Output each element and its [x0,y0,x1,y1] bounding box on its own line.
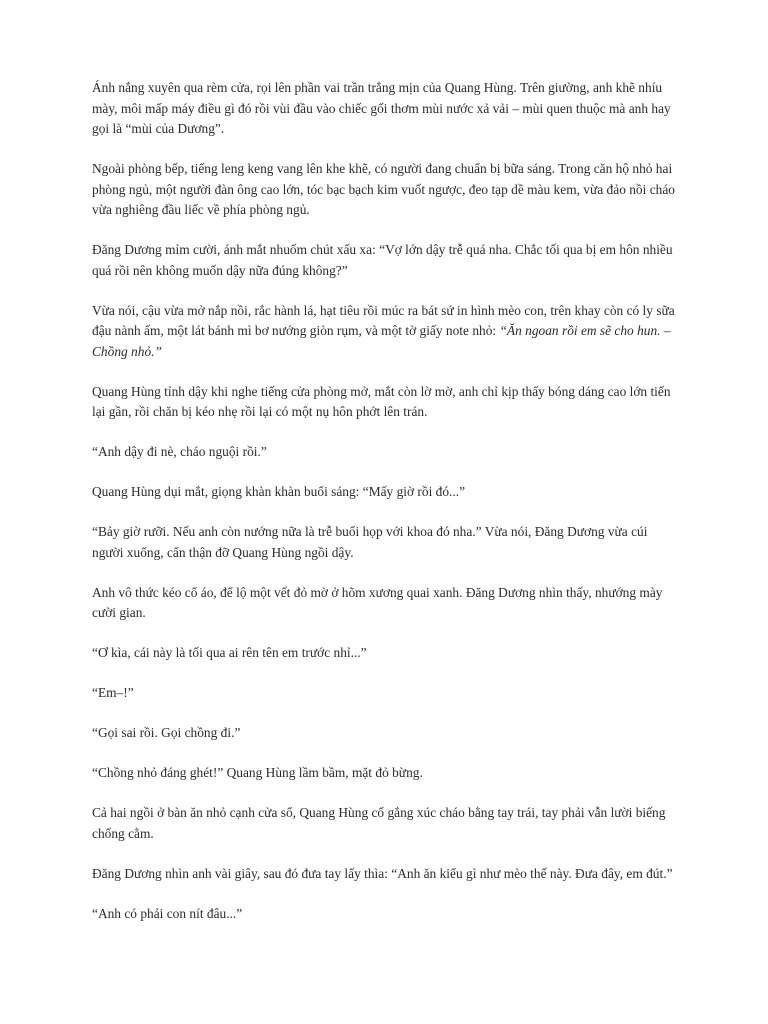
paragraph-13 [92,763,682,784]
paragraph-1 [92,78,682,140]
paragraph-text: Anh vô thức kéo cổ áo, để lộ một vết đỏ mờ ở hõm xương quai xanh. Đăng Dương nhìn thấy, nhướng mày cười gian. [92,584,663,620]
document-body [92,78,682,944]
paragraph-14 [92,803,682,844]
paragraph-11 [92,683,682,704]
paragraph-9 [92,583,682,624]
paragraph-text: Quang Hùng tỉnh dậy khi nghe tiếng cửa phòng mở, mắt còn lờ mờ, anh chỉ kịp thấy bóng dáng cao lớn tiến lại gần, rồi chăn bị kéo nhẹ rồi lại có một nụ hôn phớt lên trán. [92,383,671,419]
paragraph-12 [92,723,682,744]
paragraph-text: Ánh nắng xuyên qua rèm cửa, rọi lên phần vai trần trắng mịn của Quang Hùng. Trên giường, anh khẽ nhíu mày, môi mấp máy điều gì đó rồi vùi đầu vào chiếc gối thơm mùi nước xả vải – mùi quen thuộc mà anh hay gọi là “mùi của Dương”. [92,80,671,136]
paragraph-7 [92,482,682,503]
paragraph-8 [92,522,682,563]
note-quote-italic: “Ăn ngoan rồi em sẽ cho hun. – Chồng nhỏ.” [92,323,671,359]
paragraph-text: “Anh có phải con nít đâu...” [92,905,243,921]
paragraph-text: Vừa nói, cậu vừa mở nắp nồi, rắc hành lá, hạt tiêu rồi múc ra bát sứ in hình mèo con, trên khay còn có ly sữa đậu nành ấm, một lát bánh mì bơ nướng giòn rụm, và một tờ giấy note nhỏ: [92,302,675,338]
paragraph-4 [92,301,682,363]
paragraph-text: “Chồng nhỏ đáng ghét!” Quang Hùng lầm bầm, mặt đỏ bừng. [92,765,423,780]
paragraph-text: Cả hai ngồi ở bàn ăn nhỏ cạnh cửa sổ, Quang Hùng cố gắng xúc cháo bằng tay trái, tay phải vẫn lười biếng chống cằm. [92,805,666,841]
paragraph-text: “Gọi sai rồi. Gọi chồng đi.” [92,725,241,740]
paragraph-16 [92,904,682,925]
paragraph-2 [92,159,682,221]
paragraph-text: “Em–!” [92,685,134,700]
paragraph-text: “Bảy giờ rưỡi. Nếu anh còn nướng nữa là trễ buổi họp với khoa đó nha.” Vừa nói, Đăng Dương vừa cúi người xuống, cẩn thận đỡ Quang Hùng ngồi dậy. [92,524,648,560]
paragraph-text: Đăng Dương nhìn anh vài giây, sau đó đưa tay lấy thìa: “Anh ăn kiểu gì như mèo thế này. Đưa đây, em đút.” [92,865,673,881]
paragraph-text: “Anh dậy đi nè, cháo nguội rồi.” [92,444,267,459]
paragraph-10 [92,643,682,664]
paragraph-5 [92,382,682,423]
paragraph-15 [92,864,682,885]
paragraph-3 [92,240,682,281]
paragraph-text: Ngoài phòng bếp, tiếng leng keng vang lên khe khẽ, có người đang chuẩn bị bữa sáng. Trong căn hộ nhỏ hai phòng ngủ, một người đàn ông cao lớn, tóc bạc bạch kim vuốt ngược, đeo tạp dề màu kem, vừa đảo nồi cháo vừa nghiêng đầu liếc về phía phòng ngủ. [92,161,675,217]
paragraph-text: Quang Hùng dụi mắt, giọng khàn khàn buổi sáng: “Mấy giờ rồi đó...” [92,484,466,499]
paragraph-text: Đăng Dương mỉm cười, ánh mắt nhuốm chút xấu xa: “Vợ lớn dậy trễ quá nha. Chắc tối qua bị em hôn nhiều quá rồi nên không muốn dậy nữa đúng không?” [92,242,673,278]
paragraph-text: “Ơ kìa, cái này là tối qua ai rên tên em trước nhỉ...” [92,645,367,660]
paragraph-6 [92,442,682,463]
